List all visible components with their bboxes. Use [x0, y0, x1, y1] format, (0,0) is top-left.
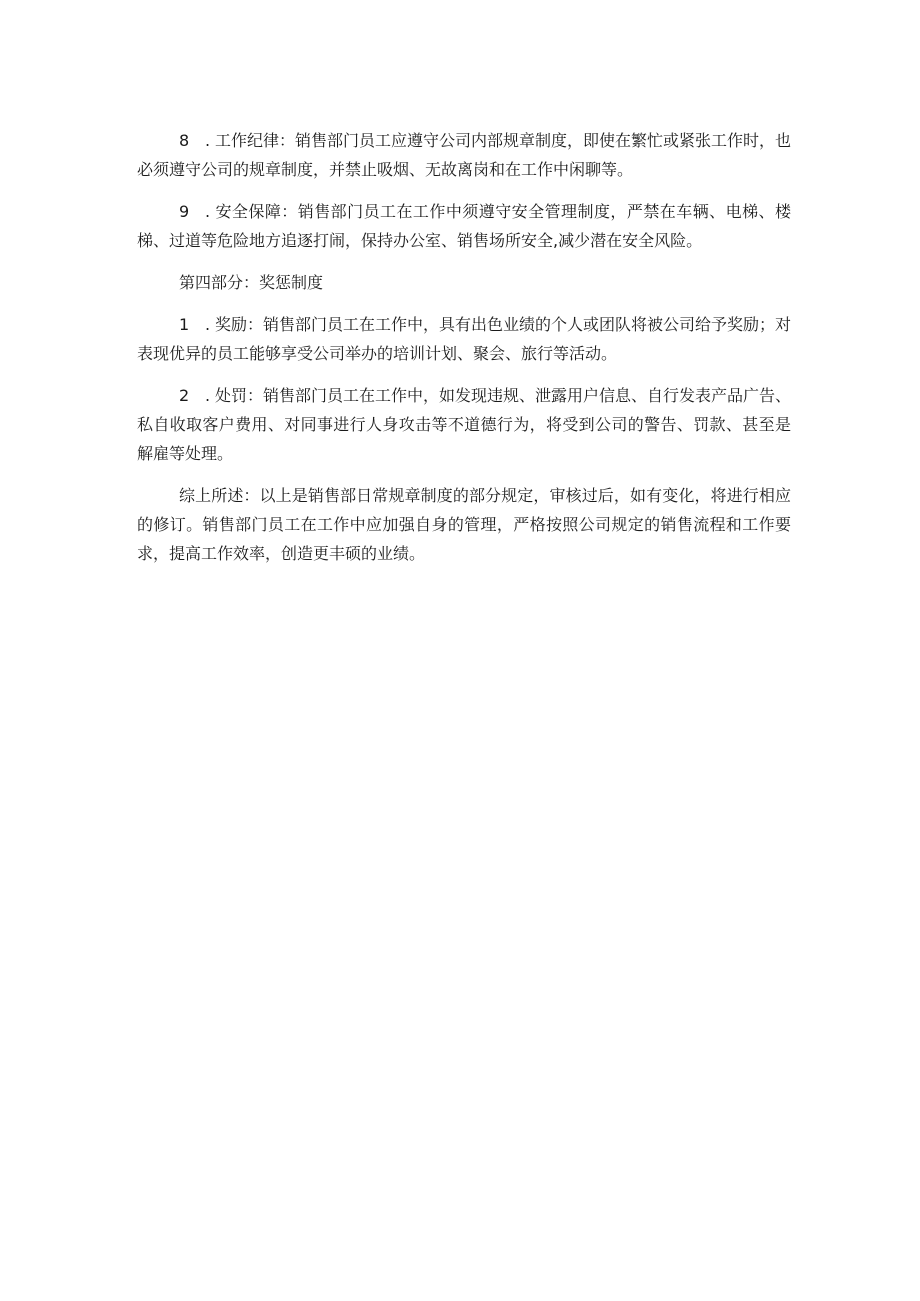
rule-paragraph-9 — [137, 197, 791, 255]
item-text: 奖励：销售部门员工在工作中，具有出色业绩的个人或团队将被公司给予奖励；对表现优异的员工能够享受公司举办的培训计划、聚会、旅行等活动。 — [137, 315, 792, 363]
summary-paragraph: 综上所述：以上是销售部日常规章制度的部分规定，审核过后，如有变化，将进行相应的修订。销售部门员工在工作中应加强自身的管理，严格按照公司规定的销售流程和工作要求，提高工作效率，创造更丰硕的业绩。 — [137, 486, 791, 563]
rule-paragraph-8 — [137, 126, 791, 184]
rule-separator: . — [205, 202, 211, 221]
item-separator: . — [205, 386, 211, 405]
rule-text: 安全保障：销售部门员工在工作中须遵守安全管理制度，严禁在车辆、电梯、楼梯、过道等危险地方追逐打闹，保持办公室、销售场所安全,减少潜在安全风险。 — [137, 202, 791, 250]
rule-separator: . — [205, 131, 211, 150]
document-body — [137, 126, 791, 581]
item-text: 处罚：销售部门员工在工作中，如发现违规、泄露用户信息、自行发表产品广告、私自收取客户费用、对同事进行人身攻击等不道德行为，将受到公司的警告、罚款、甚至是解雇等处理。 — [137, 386, 792, 463]
section-heading: 第四部分：奖惩制度 — [179, 273, 324, 292]
rule-number: 8 — [179, 131, 190, 150]
penalty-paragraph — [137, 381, 791, 468]
item-number: 1 — [179, 315, 190, 334]
reward-paragraph — [137, 310, 791, 368]
item-number: 2 — [179, 386, 190, 405]
rule-text: 工作纪律：销售部门员工应遵守公司内部规章制度，即使在繁忙或紧张工作时，也必须遵守公司的规章制度，并禁止吸烟、无故离岗和在工作中闲聊等。 — [137, 131, 792, 179]
item-separator: . — [205, 315, 211, 334]
rule-number: 9 — [179, 202, 190, 221]
